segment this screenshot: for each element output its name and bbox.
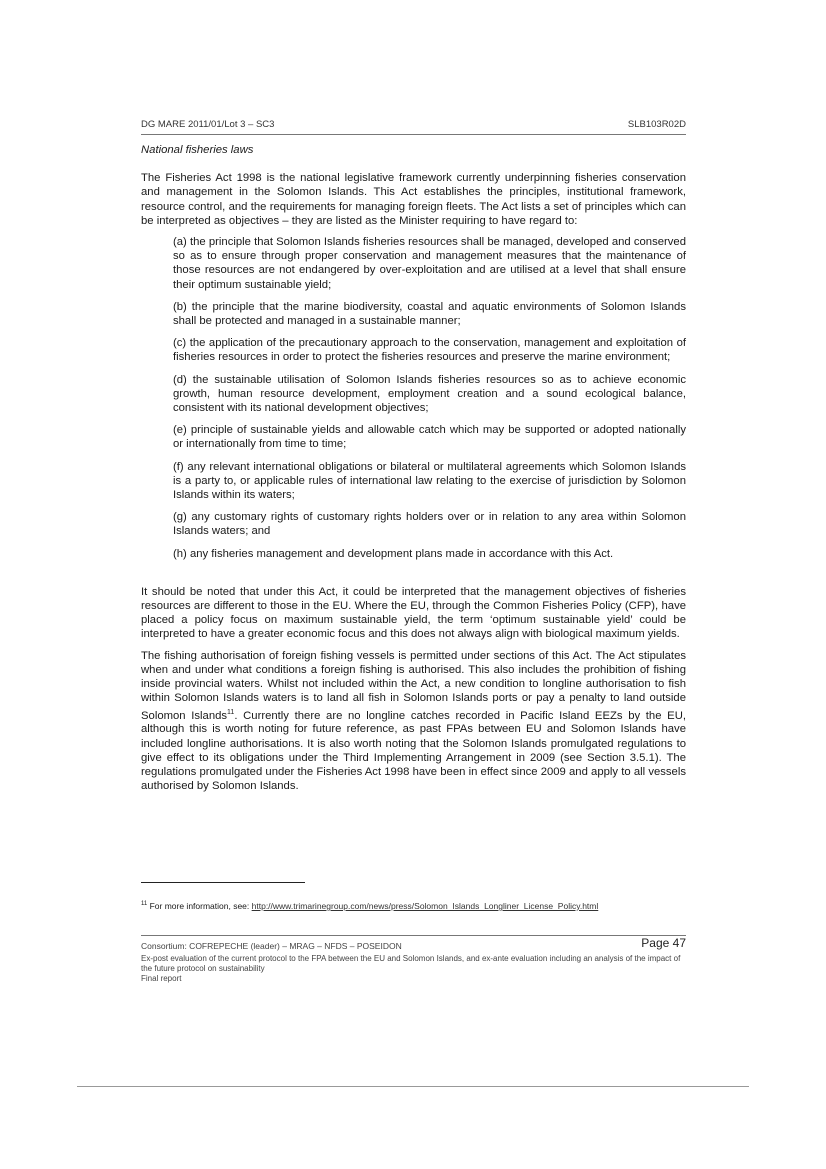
- principle-c: (c) the application of the precautionary approach to the conservation, management and exploitation of fisheries resources in order to protect the fisheries resources and preserve the marine environment;: [173, 337, 686, 364]
- footer-consortium: Consortium: COFREPECHE (leader) – MRAG – NFDS – POSEIDON: [141, 941, 402, 951]
- principles-list: [173, 235, 686, 561]
- principle-b: (b) the principle that the marine biodiversity, coastal and aquatic environments of Solomon Islands shall be protected and managed in a sustainable manner;: [173, 300, 686, 328]
- principle-h: (h) any fisheries management and development plans made in accordance with this Act.: [173, 547, 614, 560]
- authorisation-text-part-2: . Currently there are no longline catches recorded in Pacific Island EEZs by the EU, although this is worth noting for future reference, as past FPAs between EU and Solomon Islands have included longline authorisations. It is also worth noting that the Solomon Islands promulgated regulations to give effect to its obligations under the Third Implementing Arrangement in 2009 (see Section 3.5.1). The regulations promulgated under the Fisheries Act 1998 have been in effect since 2009 and apply to all vessels authorised by Solomon Islands.: [141, 709, 686, 793]
- main-content: [141, 143, 686, 800]
- footer-description: Ex-post evaluation of the current protocol to the FPA between the EU and Solomon Islands, and ex-ante evaluation including an analysis of the impact of the future protocol on sustainability: [141, 954, 681, 973]
- page-footer: [141, 935, 686, 984]
- header-reference: DG MARE 2011/01/Lot 3 – SC3: [141, 119, 275, 130]
- footer-report-type: Final report: [141, 974, 182, 983]
- footnote-number: 11: [141, 901, 148, 907]
- principle-d: (d) the sustainable utilisation of Solomon Islands fisheries resources so as to achieve economic growth, human resource development, employment creation and a sound ecological balance, consistent with its national development objectives;: [173, 373, 686, 415]
- objectives-paragraph: It should be noted that under this Act, it could be interpreted that the management objectives of fisheries resources are different to those in the EU. Where the EU, through the Common Fisheries Policy (CFP), have placed a policy focus on maximum sustainable yield, the term ‘optimum sustainable yield’ could be interpreted to have a greater economic focus and this does not always align with biological maximum yields.: [141, 585, 686, 641]
- footnote-link[interactable]: http://www.trimarinegroup.com/news/press/Solomon_Islands_Longliner_License_Policy.html: [251, 900, 599, 911]
- footnote-text: For more information, see:: [147, 900, 252, 911]
- footnote: [141, 899, 686, 912]
- principle-g: (g) any customary rights of customary rights holders over or in relation to any area within Solomon Islands waters; and: [173, 511, 686, 538]
- principle-e: (e) principle of sustainable yields and allowable catch which may be supported or adopted nationally or internationally from time to time;: [173, 424, 686, 451]
- principle-a: (a) the principle that Solomon Islands fisheries resources shall be managed, developed and conserved so as to ensure through proper conservation and management measures that the maintenance of those resources are not endangered by over-exploitation and are utilised at a level that shall ensure their optimum sustainable yield;: [173, 236, 686, 291]
- authorisation-paragraph: [141, 649, 686, 794]
- principle-f: (f) any relevant international obligations or bilateral or multilateral agreements which Solomon Islands is a party to, or applicable rules of international law relating to the exercise of jurisdiction by Solomon Islands within its waters;: [173, 460, 686, 502]
- bottom-divider: [77, 1086, 749, 1087]
- running-header: [141, 118, 686, 135]
- section-title: National fisheries laws: [141, 144, 254, 156]
- intro-paragraph: The Fisheries Act 1998 is the national legislative framework currently underpinning fisheries conservation and management in the Solomon Islands. This Act establishes the principles, institutional framework, resource control, and the requirements for managing foreign fleets. The Act lists a set of principles which can be interpreted as objectives – they are listed as the Minister requiring to have regard to:: [141, 172, 686, 227]
- authorisation-text-part-1: The fishing authorisation of foreign fishing vessels is permitted under sections of this Act. The Act stipulates when and under what conditions a foreign fishing is authorised. This also includes the prohibition of fishing inside provincial waters. Whilst not included within the Act, a new condition to longline authorisation to fish within Solomon Islands waters is to land all fish in Solomon Islands ports or pay a penalty to land outside Solomon Islands: [141, 649, 686, 722]
- page-number: Page 47: [641, 936, 686, 950]
- footnote-separator: [141, 882, 305, 883]
- footnote-reference[interactable]: 11: [227, 708, 235, 716]
- header-document-code: SLB103R02D: [627, 119, 686, 130]
